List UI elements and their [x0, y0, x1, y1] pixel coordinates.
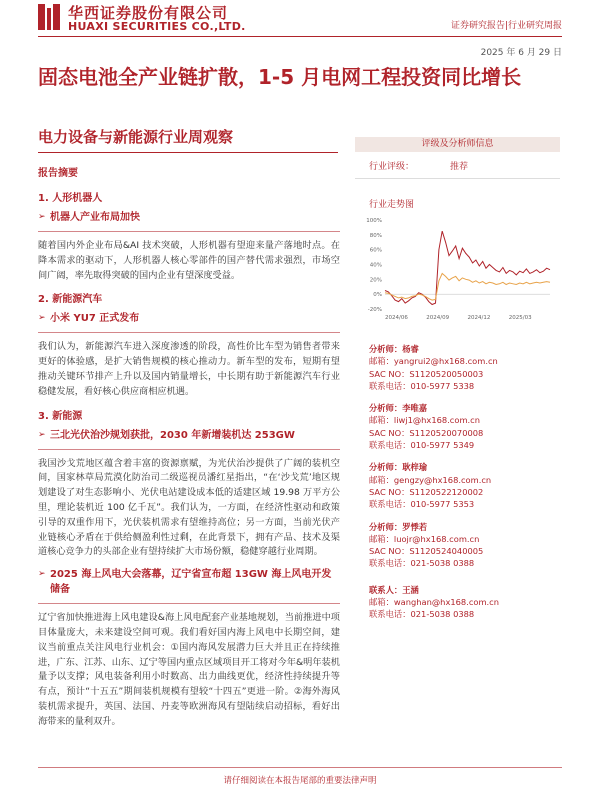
huaxi-logo-icon [38, 4, 60, 30]
x-tick-label: 2024/12 [467, 315, 491, 321]
x-tick-label: 2024/09 [426, 315, 450, 321]
analyst-email[interactable]: 邮箱：luojr@hx168.com.cn [369, 533, 480, 544]
series-line-电力设备与新能源 [385, 231, 550, 304]
bullet-divider [38, 603, 340, 604]
analyst-phone: 联系电话：010-5977 5349 [369, 440, 475, 451]
rating-row [355, 152, 560, 179]
analyst-card [369, 584, 560, 621]
paragraph: 辽宁省加快推进海上风电建设&海上风电配套产业基地规划，当前推进中项目体量庞大，未来建设空间可观。我们看好国内海上风电中长期空间，建议当前重点关注风电行业机会：①国内海风发展潜力巨大并且正在持续推进，广东、江苏、山东、辽宁等国内重点区域项目开工将对今年&明年装机量予以支撑；风电装备利用小时数高、出力曲线更优，经济性持续提升等有点，预计“十五五”期间装机规模有望较“十四五”更进一阶。②海外海风装机需求提升，英国、法国、丹麦等欧洲海风有望陆续启动招标，看好出海带来的量利双升。 [38, 612, 340, 727]
analyst-phone: 联系电话：010-5977 5338 [369, 380, 475, 391]
y-tick-label: 100% [366, 218, 382, 224]
brand-name-cn: 华西证券股份有限公司 [68, 4, 229, 22]
report-title: 固态电池全产业链扩散，1-5 月电网工程投资同比增长 [38, 65, 522, 89]
analyst-email[interactable]: 邮箱：gengzy@hx168.com.cn [369, 474, 492, 485]
series-line-沪深300 [385, 273, 550, 300]
y-tick-label: -20% [367, 307, 382, 313]
bullet-text: 机器人产业布局加快 [50, 212, 140, 223]
report-body [38, 164, 340, 737]
y-tick-label: 60% [369, 247, 382, 254]
analyst-card [369, 402, 560, 451]
report-subtitle: 电力设备与新能源行业周观察 [38, 128, 234, 146]
report-date: 2025 年 6 月 29 日 [480, 48, 562, 58]
x-tick-label: 2024/06 [385, 315, 408, 321]
brand-name-en: HUAXI SECURITIES CO.,LTD. [68, 20, 246, 33]
rating-value: 推荐 [450, 161, 469, 172]
analyst-card [369, 521, 560, 570]
bullet-text: 三北光伏治沙规划获批，2030 年新增装机达 253GW [50, 429, 295, 441]
section-heading: 3. 新能源 [38, 410, 83, 422]
report-type: 证券研究报告|行业研究周报 [450, 21, 562, 31]
analyst-name: 分析师：李唯嘉 [369, 403, 428, 414]
chart-title: 行业走势图 [369, 200, 415, 210]
y-tick-label: 40% [369, 262, 382, 269]
arrow-icon: ➢ [38, 429, 46, 440]
x-tick-label: 2025/03 [508, 315, 532, 321]
info-panel [355, 137, 560, 621]
analyst-phone: 联系电话：010-5977 5353 [369, 499, 475, 510]
analyst-sac: SAC NO：S1120524040005 [369, 546, 484, 557]
analyst-sac: SAC NO：S1120520050003 [369, 368, 484, 379]
rating-label: 行业评级： [369, 161, 415, 172]
paragraph: 我国沙戈荒地区蕴含着丰富的资源禀赋，为光伏治沙提供了广阔的装机空间，国家林草局荒漠化防治司二级巡视员潘红星指出，“在‘沙戈荒’地区规划建设了对生态影响小、光伏电站建设成本低的适建区域 19.98 万平方公里，理论装机近 100 亿千瓦”。我们认为，一方面，在经济性驱动和政策引导的双重作用下，光伏装机需求有望维持高位；另一方面，当前光伏产业链核心矛盾在于供给侧盈利性过剩，在此背景下，拥有产品、技术及渠道核心竞争力的头部企业有望持续扩大市场份额，稳健穿越行业周期。 [38, 457, 340, 558]
analyst-email[interactable]: 邮箱：liwj1@hx168.com.cn [369, 415, 480, 426]
y-tick-label: 0% [373, 292, 382, 299]
footer-divider [38, 767, 562, 768]
bullet-divider [38, 231, 340, 232]
analyst-name: 分析师：耿梓瑜 [369, 462, 428, 473]
analyst-phone: 联系电话：021-5038 0388 [369, 609, 475, 620]
y-tick-label: 80% [369, 232, 382, 239]
analyst-card [369, 343, 560, 392]
subtitle-divider [38, 152, 338, 153]
bullet-text: 小米 YU7 正式发布 [50, 313, 140, 325]
paragraph: 随着国内外企业布局&AI 技术突破，人形机器有望迎来量产落地时点。在降本需求的驱动下，人形机器人核心零部件的国产替代需求强烈，市场空间广阔，率先取得突破的国内企业有望深度受益。 [38, 240, 340, 281]
bullet-divider [38, 332, 340, 333]
analyst-card [369, 461, 560, 510]
bullet-text: 2025 海上风电大会落幕，辽宁省宣布超 13GW 海上风电开发储备 [50, 569, 332, 596]
section-heading: 2. 新能源汽车 [38, 294, 103, 306]
analyst-email[interactable]: 邮箱：yangrui2@hx168.com.cn [369, 356, 498, 367]
bullet-divider [38, 449, 340, 450]
y-tick-label: 20% [369, 277, 382, 284]
analyst-name: 分析师：罗悸若 [369, 521, 428, 532]
trend-chart [355, 214, 560, 329]
analyst-phone: 联系电话：021-5038 0388 [369, 558, 475, 569]
arrow-icon: ➢ [38, 569, 46, 580]
footer-notice: 请仔细阅读在本报告尾部的重要法律声明 [223, 776, 377, 786]
abstract-heading: 报告摘要 [38, 168, 78, 179]
header-divider [38, 36, 562, 37]
bullet-heading [38, 567, 340, 597]
arrow-icon: ➢ [38, 212, 46, 222]
bullet-heading [38, 210, 340, 225]
bullet-heading [38, 311, 340, 326]
panel-title: 评级及分析师信息 [355, 137, 560, 152]
analyst-name: 联系人：王涵 [369, 584, 419, 595]
arrow-icon: ➢ [38, 313, 46, 324]
analyst-sac: SAC NO：S1120520070008 [369, 427, 484, 438]
analyst-name: 分析师：杨睿 [369, 344, 419, 354]
bullet-heading [38, 428, 340, 443]
section-heading: 1. 人形机器人 [38, 193, 103, 204]
paragraph: 我们认为，新能源汽车进入深度渗透的阶段，高性价比车型为销售者带来更好的体验感，是扩大销售规模的核心推动力。新车型的发布，短期有望推动关键环节排产上升以及国内销量增长，中长期有助于新能源汽车行业稳健发展，看好核心供应商相应机遇。 [38, 341, 340, 397]
analyst-email[interactable]: 邮箱：wanghan@hx168.com.cn [369, 597, 500, 608]
analyst-sac: SAC NO：S1120522120002 [369, 486, 484, 497]
